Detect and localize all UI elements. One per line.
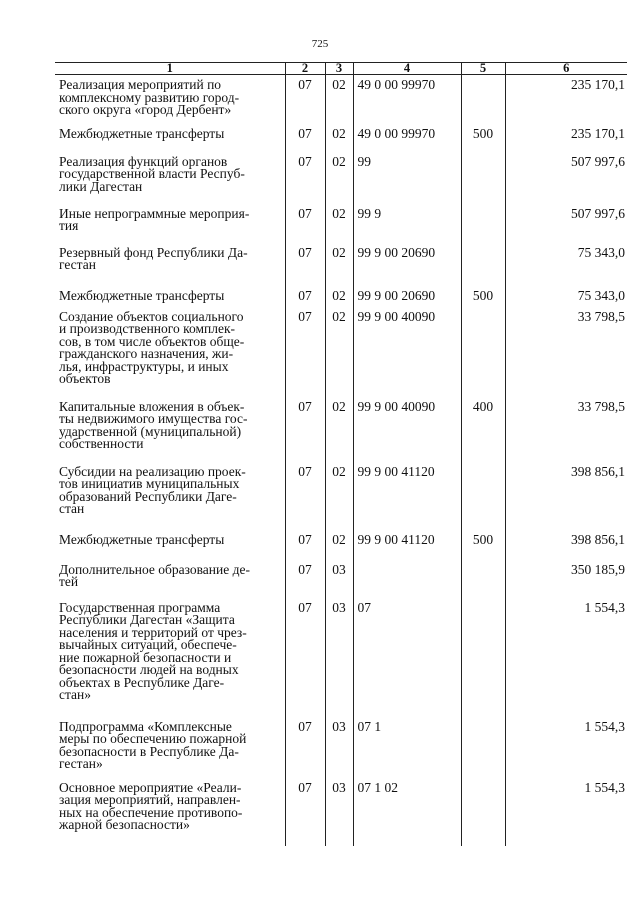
row-subsection: 02 <box>325 204 353 243</box>
row-target-code: 99 9 00 40090 <box>353 307 461 397</box>
table-body <box>55 75 627 846</box>
row-expense-type <box>461 75 505 124</box>
row-name: Иные непрограммные мероприя- тия <box>59 205 250 233</box>
row-name: Субсидии на реализацию проек- тов инициатив муниципальных образований Республики Даге- стан <box>59 463 246 516</box>
row-expense-type: 500 <box>461 286 505 307</box>
row-target-code: 07 1 <box>353 717 461 778</box>
row-section: 07 <box>285 397 325 462</box>
row-amount: 350 185,9 <box>505 560 627 598</box>
row-amount: 507 997,6 <box>505 204 627 243</box>
row-amount: 1 554,3 <box>505 778 627 846</box>
row-name: Подпрограмма «Комплексные меры по обеспечению пожарной безопасности в Республике Да- гестан» <box>59 718 247 771</box>
row-subsection: 02 <box>325 124 353 152</box>
row-section: 07 <box>285 75 325 124</box>
row-name: Государственная программа Республики Дагестан «Защита населения и территорий от чрез- вычайных ситуаций, обеспече- ние пожарной безопасности и безопасности людей на водных объектах в Республике Даге- стан» <box>59 599 247 702</box>
row-section: 07 <box>285 598 325 717</box>
row-section: 07 <box>285 462 325 530</box>
row-target-code: 07 1 02 <box>353 778 461 846</box>
table-row <box>55 778 627 846</box>
table-row <box>55 243 627 286</box>
row-section: 07 <box>285 152 325 204</box>
row-subsection: 02 <box>325 286 353 307</box>
row-amount: 1 554,3 <box>505 598 627 717</box>
row-amount: 75 343,0 <box>505 286 627 307</box>
table-row <box>55 530 627 560</box>
header-col-3: 3 <box>325 63 353 75</box>
row-expense-type <box>461 204 505 243</box>
row-section: 07 <box>285 307 325 397</box>
row-section: 07 <box>285 530 325 560</box>
row-subsection: 03 <box>325 778 353 846</box>
row-subsection: 02 <box>325 307 353 397</box>
row-name: Дополнительное образование де- тей <box>59 561 250 589</box>
row-amount: 75 343,0 <box>505 243 627 286</box>
header-col-1: 1 <box>55 63 285 75</box>
header-col-2: 2 <box>285 63 325 75</box>
table-header-row <box>55 63 627 75</box>
row-target-code: 99 9 00 41120 <box>353 530 461 560</box>
row-subsection: 02 <box>325 243 353 286</box>
row-target-code: 99 9 <box>353 204 461 243</box>
page-number: 725 <box>311 38 329 50</box>
row-amount: 1 554,3 <box>505 717 627 778</box>
header-col-6: 6 <box>505 63 627 75</box>
row-amount: 507 997,6 <box>505 152 627 204</box>
row-subsection: 02 <box>325 75 353 124</box>
row-target-code: 99 9 00 20690 <box>353 243 461 286</box>
table-row <box>55 307 627 397</box>
row-section: 07 <box>285 124 325 152</box>
table-row <box>55 598 627 717</box>
table-row <box>55 397 627 462</box>
row-subsection: 03 <box>325 717 353 778</box>
row-expense-type <box>461 462 505 530</box>
table-row <box>55 75 627 124</box>
row-target-code: 99 9 00 40090 <box>353 397 461 462</box>
row-target-code: 99 9 00 20690 <box>353 286 461 307</box>
row-name: Реализация мероприятий по комплексному развитию город- ского округа «город Дербент» <box>59 77 240 117</box>
row-section: 07 <box>285 560 325 598</box>
row-name: Межбюджетные трансферты <box>59 287 225 303</box>
row-target-code: 07 <box>353 598 461 717</box>
row-target-code: 49 0 00 99970 <box>353 75 461 124</box>
row-subsection: 02 <box>325 152 353 204</box>
header-col-4: 4 <box>353 63 461 75</box>
row-expense-type <box>461 778 505 846</box>
row-section: 07 <box>285 778 325 846</box>
row-section: 07 <box>285 243 325 286</box>
row-expense-type <box>461 717 505 778</box>
row-expense-type: 500 <box>461 124 505 152</box>
row-subsection: 03 <box>325 598 353 717</box>
row-subsection: 02 <box>325 462 353 530</box>
table-row <box>55 560 627 598</box>
table-row <box>55 124 627 152</box>
row-expense-type <box>461 307 505 397</box>
row-expense-type: 400 <box>461 397 505 462</box>
row-expense-type <box>461 243 505 286</box>
row-name: Основное мероприятие «Реали- зация мероприятий, направлен- ных на обеспечение противопо- жарной безопасности» <box>59 779 243 832</box>
header-col-5: 5 <box>461 63 505 75</box>
row-amount: 33 798,5 <box>505 397 627 462</box>
row-name: Межбюджетные трансферты <box>59 125 225 141</box>
budget-table <box>55 62 627 846</box>
row-target-code: 99 <box>353 152 461 204</box>
row-expense-type <box>461 560 505 598</box>
row-name: Реализация функций органов государственной власти Респуб- лики Дагестан <box>59 153 245 194</box>
row-subsection: 02 <box>325 397 353 462</box>
table-row <box>55 204 627 243</box>
row-name: Резервный фонд Республики Да- гестан <box>59 244 248 272</box>
table-row <box>55 717 627 778</box>
row-amount: 235 170,1 <box>505 75 627 124</box>
row-name: Создание объектов социального и производственного комплек- сов, в том числе объектов обще- гражданского назначения, жи- лья, инфраструктуры, и иных объектов <box>59 308 245 386</box>
row-target-code: 99 9 00 41120 <box>353 462 461 530</box>
table-row <box>55 152 627 204</box>
row-expense-type: 500 <box>461 530 505 560</box>
row-target-code <box>353 560 461 598</box>
table-row <box>55 286 627 307</box>
row-target-code: 49 0 00 99970 <box>353 124 461 152</box>
row-name: Межбюджетные трансферты <box>59 531 225 547</box>
row-section: 07 <box>285 717 325 778</box>
row-amount: 398 856,1 <box>505 530 627 560</box>
row-amount: 398 856,1 <box>505 462 627 530</box>
row-subsection: 03 <box>325 560 353 598</box>
row-section: 07 <box>285 286 325 307</box>
row-expense-type <box>461 598 505 717</box>
row-name: Капитальные вложения в объек- ты недвижимого имущества гос- ударственной (муниципальной) собственности <box>59 398 248 451</box>
table-row <box>55 462 627 530</box>
row-section: 07 <box>285 204 325 243</box>
row-subsection: 02 <box>325 530 353 560</box>
row-expense-type <box>461 152 505 204</box>
row-amount: 235 170,1 <box>505 124 627 152</box>
row-amount: 33 798,5 <box>505 307 627 397</box>
